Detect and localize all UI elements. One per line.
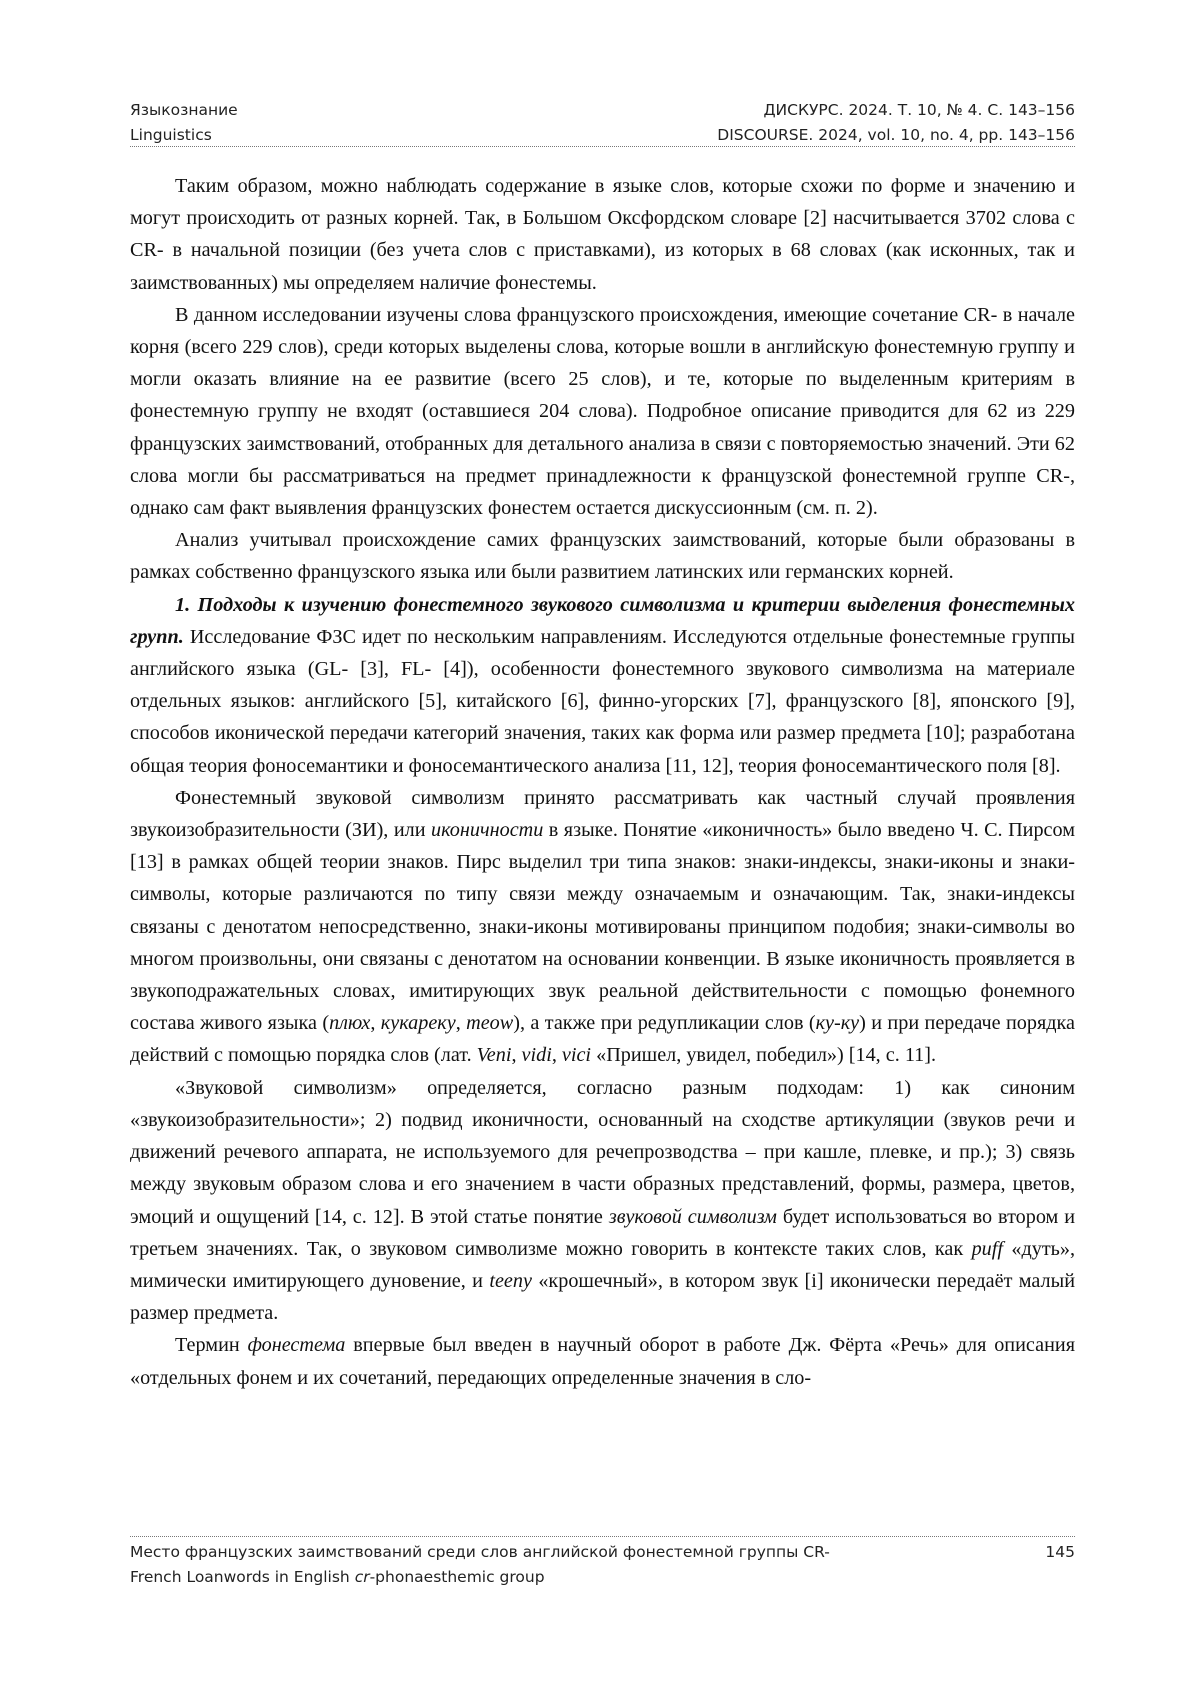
running-footer xyxy=(130,1540,1075,1590)
text-run: в языке. Понятие «иконичность» было введено Ч. С. Пирсом [13] в рамках общей теории знаков. Пирс выделил три типа знаков: знаки-индексы, знаки-иконы и знаки-символы, которые различаются по типу связи между означаемым и означающим. Так, знаки-индексы связаны с денотатом непосредственно, знаки-иконы мотивированы принципом подобия; знаки-символы во многом произвольны, они связаны с денотатом на основании конвенции. В языке иконичность проявляется в звукоподражательных словах, имитирующих звук реальной действительности с помощью фонемного состава живого языка ( xyxy=(130,819,1075,1035)
footer-title-en-suffix: -phonaesthemic group xyxy=(369,1568,545,1586)
italic-term: фонестема xyxy=(247,1334,346,1357)
paragraph xyxy=(130,1329,1075,1393)
text-run: , xyxy=(511,1044,522,1067)
article-body xyxy=(130,170,1075,1394)
italic-term: звуковой символизм xyxy=(608,1205,777,1228)
text-run: Фонестемный звуковой символизм принято рассматривать как частный случай проявления звукоизобразительности (ЗИ), или xyxy=(130,786,1075,842)
italic-term: vici xyxy=(561,1044,592,1067)
paragraph xyxy=(130,170,1075,299)
paragraph xyxy=(130,782,1075,1072)
text-run: впервые был введен в научный оборот в работе Дж. Фёрта «Речь» для описания «отдельных фонем и их сочетаний, передающих определенные значения в сло- xyxy=(130,1334,1075,1389)
text-run: Исследование ФЗС идет по нескольким направлениям. Исследуются отдельные фонестемные группы английского языка (GL- [3], FL- [4]), особенности фонестемного звукового символизма на материале отдельных языков: английского [5], китайского [6], финно-угорских [7], французского [8], японского [9], способов иконической передачи категорий значения, таких как форма или размер предмета [10]; разработана общая теория фоносемантики и фоносемантического анализа [11, 12], теория фоносемантического поля [8]. xyxy=(130,625,1075,777)
text-run: ) и при передаче порядка действий с помощью порядка слов (лат. xyxy=(130,1012,1076,1067)
header-divider xyxy=(130,146,1075,147)
page-number: 145 xyxy=(1045,1543,1075,1561)
text-run: будет использоваться во втором и третьем значениях. Так, о звуковом символизме можно говорить в контексте таких слов, как xyxy=(130,1205,1076,1260)
text-run: Термин xyxy=(175,1334,248,1357)
header-citation-en: DISCOURSE. 2024, vol. 10, no. 4, pp. 143–156 xyxy=(717,126,1075,144)
italic-term: teeny xyxy=(489,1269,532,1292)
text-run: «Звуковой символизм» определяется, согласно разным подходам: 1) как синоним «звукоизобразительности»; 2) подвид иконичности, основанный на сходстве артикуляции (звуков речи и движений речевого аппарата, не используемого для речепрозводства – при кашле, плевке, и пр.); 3) связь между звуковым образом слова и его значением в части образных представлений, формы, размера, цветов, эмоций и ощущений [14, с. 12]. В этой статье понятие xyxy=(130,1076,1075,1228)
text-run: , xyxy=(551,1044,562,1067)
text-run: «Пришел, увидел, победил») [14, с. 11]. xyxy=(591,1044,937,1067)
header-section-ru: Языкознание xyxy=(130,101,238,119)
italic-term: puff xyxy=(971,1237,1003,1260)
text-run: В данном исследовании изучены слова французского происхождения, имеющие сочетание CR- в начале корня (всего 229 слов), среди которых выделены слова, которые вошли в английскую фонестемную группу и могли оказать влияние на ее развитие (всего 25 слов), и те, которые по выделенным критериям в фонестемную группу не входят (оставшиеся 204 слова). Подробное описание приводится для 62 из 229 французских заимствований, отобранных для детального анализа в связи с повторяемостью значений. Эти 62 слова могли бы рассматриваться на предмет принадлежности к французской фонестемной группе CR-, однако сам факт выявления французских фонестем остается дискуссионным (см. п. 2). xyxy=(130,303,1075,520)
paragraph xyxy=(130,524,1075,588)
text-run: ), а также при редупликации слов ( xyxy=(513,1012,816,1035)
footer-divider xyxy=(130,1536,1075,1537)
italic-term: ку-ку xyxy=(815,1012,860,1035)
section-heading: 1. Подходы к изучению фонестемного звукового символизма и критерии выделения фонестемных групп. xyxy=(130,593,1075,648)
text-run: , xyxy=(370,1012,381,1035)
running-header xyxy=(130,98,1075,148)
header-section-en: Linguistics xyxy=(130,126,212,144)
text-run: Анализ учитывал происхождение самих французских заимствований, которые были образованы в рамках собственно французского языка или были развитием латинских или германских корней. xyxy=(130,529,1075,584)
footer-title-en-italic: cr xyxy=(354,1568,370,1586)
text-run: , xyxy=(455,1012,467,1035)
text-run: «дуть», мимически имитирующего дуновение, и xyxy=(130,1237,1075,1292)
paragraph xyxy=(130,589,1075,782)
footer-title-ru: Место французских заимствований среди слов английской фонестемной группы CR- xyxy=(130,1543,830,1561)
italic-term: плюх xyxy=(329,1012,371,1035)
paragraph xyxy=(130,1072,1075,1330)
italic-term: meow xyxy=(466,1012,514,1035)
header-citation-ru: ДИСКУРС. 2024. Т. 10, № 4. С. 143–156 xyxy=(763,101,1075,119)
text-run: Таким образом, можно наблюдать содержание в языке слов, которые схожи по форме и значению и могут происходить от разных корней. Так, в Большом Оксфордском словаре [2] насчитывается 3702 слова с CR- в начальной позиции (без учета слов с приставками), из которых в 68 словах (как исконных, так и заимствованных) мы определяем наличие фонестемы. xyxy=(130,175,1075,294)
italic-term: кукареку xyxy=(380,1012,456,1035)
text-run: «крошечный», в котором звук [i] иконически передаёт малый размер предмета. xyxy=(130,1269,1075,1325)
italic-term: vidi xyxy=(521,1044,552,1067)
footer-title-en xyxy=(130,1565,545,1590)
paragraph xyxy=(130,299,1075,524)
footer-title-en-prefix: French Loanwords in English xyxy=(130,1568,355,1586)
italic-term: Veni xyxy=(476,1044,512,1067)
italic-term: иконичности xyxy=(430,819,544,842)
